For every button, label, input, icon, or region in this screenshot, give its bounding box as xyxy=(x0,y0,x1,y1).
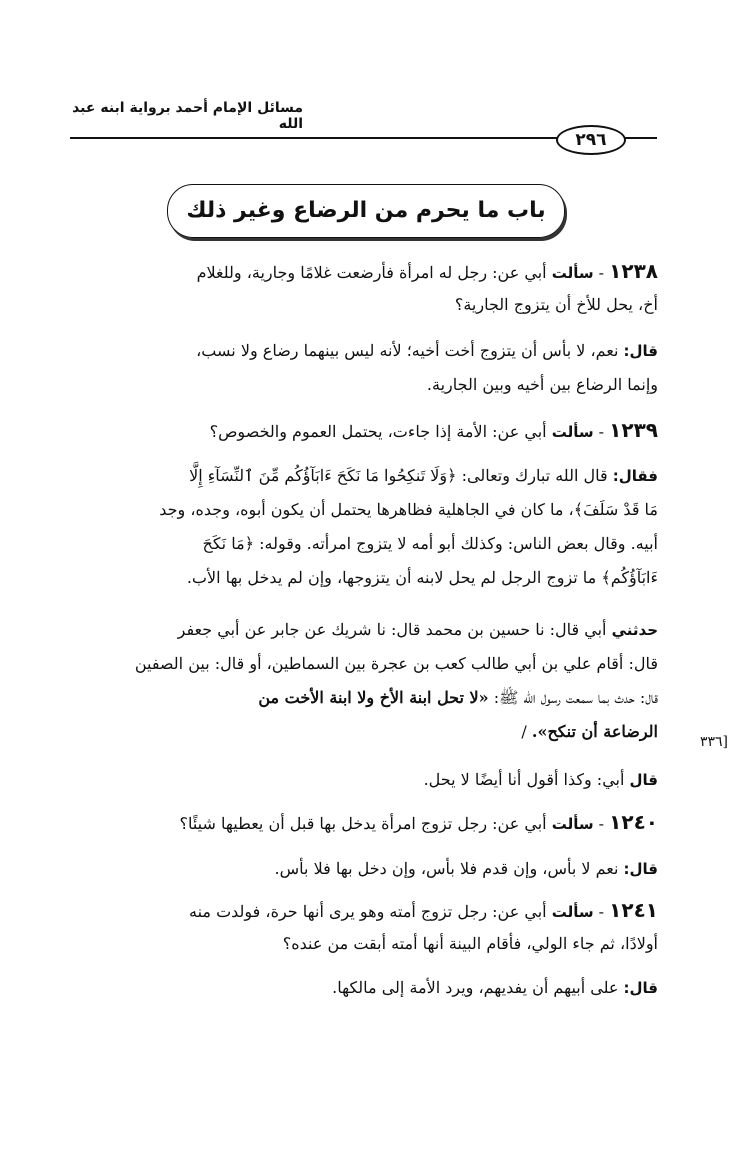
answer-keyword: قال: xyxy=(623,860,658,878)
answer-1239-line-2: مَا قَدْ سَلَفَ﴾، ما كان في الجاهلية فظاهرها يحتمل أن يكون أبوه، وجده، وجد xyxy=(159,500,658,519)
question-keyword: سألت xyxy=(551,423,594,441)
page-number: ٢٩٦ xyxy=(556,125,626,155)
answer-keyword: قال: xyxy=(623,979,658,997)
answer-1240-line-1 xyxy=(68,852,658,886)
answer-1238-line-1 xyxy=(68,334,658,368)
answer-1241 xyxy=(68,971,658,1005)
hadith-text: أبي قال: نا حسين بن محمد قال: نا شريك عن جابر عن أبي جعفر xyxy=(177,620,607,639)
hadith-line-1 xyxy=(68,613,658,647)
question-keyword: سألت xyxy=(551,815,594,833)
hadith-quote: «لا تحل ابنة الأخ ولا ابنة الأخت من xyxy=(258,688,489,707)
entry-text: أبي عن: رجل له امرأة فأرضعت غلامًا وجارية، وللغلام xyxy=(196,263,547,282)
answer-text: نعم لا بأس، وإن قدم فلا بأس، وإن دخل بها فلا بأس. xyxy=(274,859,619,878)
entry-number: ١٢٤١ xyxy=(609,898,658,922)
page-break-mark: / xyxy=(521,722,532,741)
entry-1241-line-2: أولادًا، ثم جاء الولي، فأقام البينة أنها أمته أبقت من عنده؟ xyxy=(282,934,658,953)
entry-1240 xyxy=(68,805,658,839)
answer-1239-line-4: ءَابَآؤُكُم﴾ ما تزوج الرجل لم يحل لابنه أن يتزوجها، وإن لم يدخل بها الأب. xyxy=(186,568,658,587)
entry-text: أبي عن: الأمة إذا جاءت، يحتمل العموم والخصوص؟ xyxy=(209,422,547,441)
entry-1239 xyxy=(68,413,658,447)
hadith-text: قال: حدث بما سمعت رسول الله ﷺ: xyxy=(493,688,658,707)
entry-1238 xyxy=(68,254,658,322)
answer-1239 xyxy=(68,459,658,595)
answer-1239-line-3: أبيه. وقال بعض الناس: وكذلك أبو أمه لا يتزوج امرأته. وقوله: ﴿مَا نَكَحَ xyxy=(202,534,658,553)
entry-number: ١٢٣٩ xyxy=(609,418,658,442)
hadith-quote-end: الرضاعة أن تنكح». xyxy=(531,722,658,741)
answer-1238 xyxy=(68,334,658,402)
question-keyword: سألت xyxy=(551,264,594,282)
hadith-line-3 xyxy=(68,681,658,715)
entry-1238-line-2: أخ، يحل للأخ أن يتزوج الجارية؟ xyxy=(454,295,658,314)
running-title: مسائل الإمام أحمد برواية ابنه عبد الله xyxy=(72,100,303,132)
answer-keyword: قال: xyxy=(623,342,658,360)
answer-1239-line-1 xyxy=(68,459,658,493)
entry-number: ١٢٤٠ xyxy=(609,810,658,834)
chapter-title-box xyxy=(167,184,565,238)
question-keyword: سألت xyxy=(551,903,594,921)
answer-1238-line-2: وإنما الرضاع بين أخيه وبين الجارية. xyxy=(426,375,658,394)
hadith-keyword: حدثني xyxy=(611,621,658,639)
final-1239 xyxy=(68,763,658,797)
entry-1239-line-1: ١٢٣٩ - سألت أبي عن: الأمة إذا جاءت، يحتمل العموم والخصوص؟ xyxy=(209,418,658,442)
answer-keyword: قال xyxy=(629,771,658,789)
hadith-line-2: قال: أقام علي بن أبي طالب كعب بن عجرة بين السماطين، أو قال: بين الصفين xyxy=(134,654,658,673)
hadith-1239 xyxy=(68,613,658,749)
entry-text: أبي عن: رجل تزوج امرأة يدخل بها قبل أن يعطيها شيئًا؟ xyxy=(179,814,547,833)
entry-text: أبي عن: رجل تزوج أمته وهو يرى أنها حرة، فولدت منه xyxy=(189,902,547,921)
answer-text: على أبيهم أن يفديهم، ويرد الأمة إلى مالكها. xyxy=(332,978,619,997)
hadith-line-4 xyxy=(68,715,658,749)
final-1239-line xyxy=(68,763,658,797)
chapter-title: باب ما يحرم من الرضاع وغير ذلك xyxy=(186,198,546,223)
answer-keyword: فقال: xyxy=(612,467,658,485)
answer-text: نعم، لا بأس أن يتزوج أخت أخيه؛ لأنه ليس بينهما رضاع ولا نسب، xyxy=(196,341,619,360)
entry-1241-line-1: ١٢٤١ - سألت أبي عن: رجل تزوج أمته وهو يرى أنها حرة، فولدت منه xyxy=(189,898,658,922)
entry-number: ١٢٣٨ xyxy=(609,259,658,283)
answer-text: قال الله تبارك وتعالى: ﴿وَلَا تَنكِحُوا مَا نَكَحَ ءَابَآؤُكُم مِّنَ ٱلنِّسَآءِ إِلَّا xyxy=(189,466,608,485)
answer-1240 xyxy=(68,852,658,886)
entry-1238-line-1: ١٢٣٨ - سألت أبي عن: رجل له امرأة فأرضعت غلامًا وجارية، وللغلام xyxy=(196,259,658,283)
margin-page-marker: [٣٣٦ xyxy=(699,734,728,750)
answer-text: أبي: وكذا أقول أنا أيضًا لا يحل. xyxy=(423,770,625,789)
entry-1241 xyxy=(68,893,658,961)
answer-1241-line-1 xyxy=(68,971,658,1005)
entry-1240-line-1: ١٢٤٠ - سألت أبي عن: رجل تزوج امرأة يدخل بها قبل أن يعطيها شيئًا؟ xyxy=(179,810,658,834)
